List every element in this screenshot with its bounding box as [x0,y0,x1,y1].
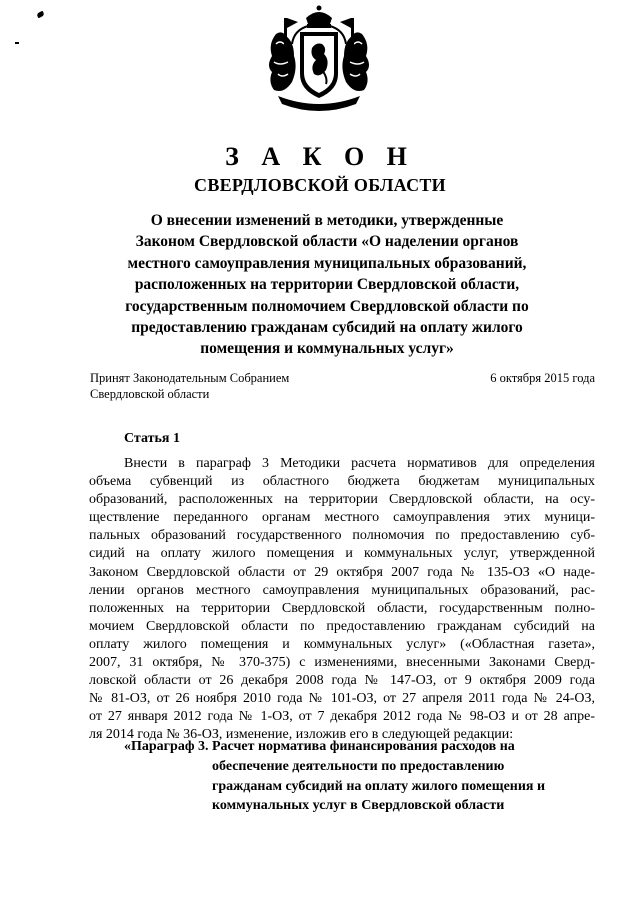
subject-line: государственным полномочием Свердловской области по [125,297,529,315]
body-line: Законом Свердловской области от 29 октября 2007 года № 135-ОЗ «О наде- [89,564,595,580]
subject-line: Законом Свердловской области «О наделении органов [135,233,519,251]
body-line: ловской области от 26 декабря 2008 года № 147-ОЗ, от 9 октября 2009 года [89,673,595,689]
article-heading: Статья 1 [124,431,180,446]
body-line: пальных образований государственного полномочия по предоставлению суб- [89,528,595,544]
adopted-by-line: Свердловской области [90,387,210,401]
body-line: ществление переданного органам местного самоуправления этих муници- [89,510,595,526]
paragraph-title [212,737,604,816]
subject-line: расположенных на территории Свердловской области, [134,276,520,294]
law-subject [96,210,558,360]
subject-line: местного самоуправления муниципальных образований, [127,254,527,272]
region-title: СВЕРДЛОВСКОЙ ОБЛАСТИ [194,175,446,195]
body-line: образований, расположенных на территории Свердловской области, на осу- [89,492,595,508]
subject-line: предоставлению гражданам субсидий на оплату жилого [131,319,523,337]
body-line: 2007, 31 октября, № 370-375) с изменениями, внесенными Законами Сверд- [89,655,595,671]
body-line: мочием Свердловской области по предоставлению гражданам субсидий на [89,618,595,634]
article-body [89,455,595,745]
coat-of-arms-emblem [264,4,374,120]
paragraph-title-line: Расчет норматива финансирования расходов на [212,739,515,754]
body-line: лении органов местного самоуправления муниципальных образований, рас- [89,582,595,598]
body-line: сидий на оплату жилого помещения и коммунальных услуг, утвержденной [89,546,595,562]
paragraph-number: «Параграф 3. [124,739,209,754]
body-line: положенных на территории Свердловской области, государственным полно- [89,600,595,616]
subject-line: О внесении изменений в методики, утвержденные [150,212,504,229]
ink-mark [36,11,44,18]
adopted-by [90,370,289,402]
adopted-by-line: Принят Законодательным Собранием [90,371,290,385]
body-line: № 81-ОЗ, от 26 ноября 2010 года № 101-ОЗ, от 27 апреля 2011 года № 24-ОЗ, [89,691,595,707]
law-title: З А К О Н [225,142,415,171]
ink-dash [15,42,19,44]
body-line: Внести в параграф 3 Методики расчета нормативов для определения [124,456,595,471]
adopted-date: 6 октября 2015 года [490,371,595,385]
paragraph-title-line: коммунальных услуг в Свердловской области [212,798,505,814]
body-line: ля 2014 года № 36-ОЗ, изменение, изложив его в следующей редакции: [89,727,514,743]
paragraph-title-line: обеспечение деятельности по предоставлению [212,758,505,774]
subject-line: помещения и коммунальных услуг» [200,340,454,358]
body-line: от 27 января 2012 года № 1-ОЗ, от 7 декабря 2012 года № 98-ОЗ и от 28 апре- [89,709,595,725]
paragraph-title-line: гражданам субсидий на оплату жилого помещения и [212,778,546,794]
body-line: оплату жилого помещения и коммунальных услуг» («Областная газета», [89,636,595,652]
body-line: объема субвенций из областного бюджета бюджетам муниципальных [89,474,595,490]
